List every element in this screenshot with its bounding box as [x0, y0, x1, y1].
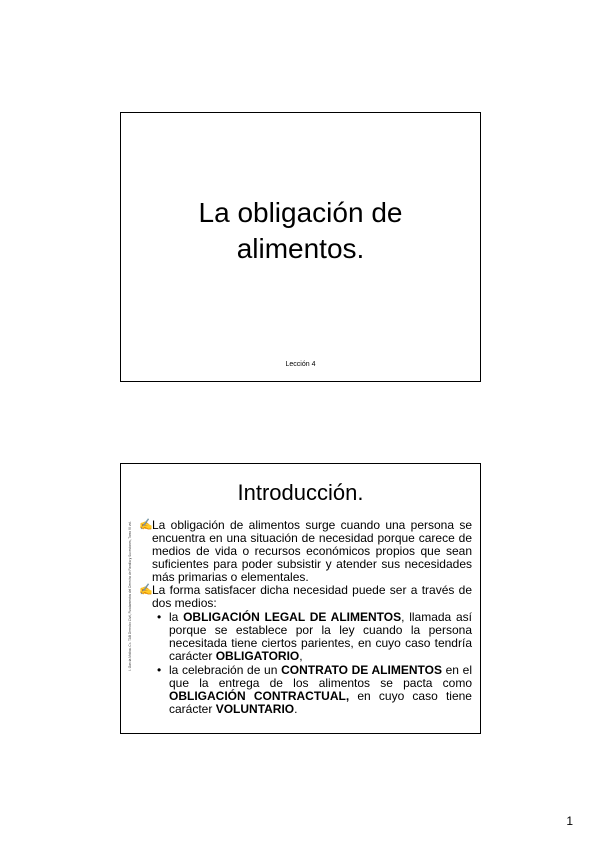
text-run: . [294, 702, 298, 716]
sub-bullet-item [157, 611, 472, 663]
page-number: 1 [566, 814, 573, 828]
bold-run: OBLIGATORIO [215, 649, 300, 663]
pen-icon: ✍ [139, 519, 153, 531]
sub-bullet-text [169, 664, 472, 716]
bold-run: VOLUNTARIO [215, 702, 295, 716]
slide-2 [120, 463, 481, 734]
text-run: , llamada así porque se establece por la ley cuando la persona necesitada tiene ciertos parientes, en cuyo caso tendría carácter [169, 610, 472, 663]
bullet-text: La forma satisfacer dicha necesidad puede ser a través de dos medios: [152, 583, 472, 610]
text-run: la [169, 610, 184, 624]
text-run: , [299, 649, 303, 663]
text-run: en el que la entrega de los alimentos se pacta como [169, 663, 472, 690]
title-line-1: La obligación de [198, 197, 403, 228]
slide-1 [120, 112, 481, 382]
bold-run: CONTRATO DE ALIMENTOS [281, 663, 442, 677]
bullet-item [139, 584, 472, 610]
bullet-dot-icon: • [157, 663, 162, 677]
slide-1-subtitle: Lección 4 [285, 361, 316, 368]
text-run: la celebración de un [169, 663, 282, 677]
bold-run: OBLIGACIÓN CONTRACTUAL, [169, 689, 350, 703]
title-line-2: alimentos. [236, 233, 365, 264]
slide-2-title: Introducción. [237, 480, 364, 505]
pen-icon: ✍ [139, 584, 153, 596]
side-note: I. García Molina. Cc. TAB Derecho Civil, Fundamentos del Derecho de Familia y Sucesiones, Tomo VI vol. [128, 521, 132, 671]
bold-run: OBLIGACIÓN LEGAL DE ALIMENTOS [183, 610, 402, 624]
bullet-dot-icon: • [157, 610, 162, 624]
sub-bullet-item [157, 664, 472, 716]
slide-1-title [121, 195, 480, 267]
text-run: en cuyo caso tiene carácter [169, 689, 472, 716]
bullet-text: La obligación de alimentos surge cuando una persona se encuentra en una situación de necesidad porque carece de medios de vida o recursos económicos propios que sean suficientes para poder subsistir y atender sus necesidades más primarias o elementales. [152, 518, 472, 584]
sub-bullet-text [169, 611, 472, 663]
slide-2-content [139, 519, 472, 716]
bullet-item [139, 519, 472, 584]
